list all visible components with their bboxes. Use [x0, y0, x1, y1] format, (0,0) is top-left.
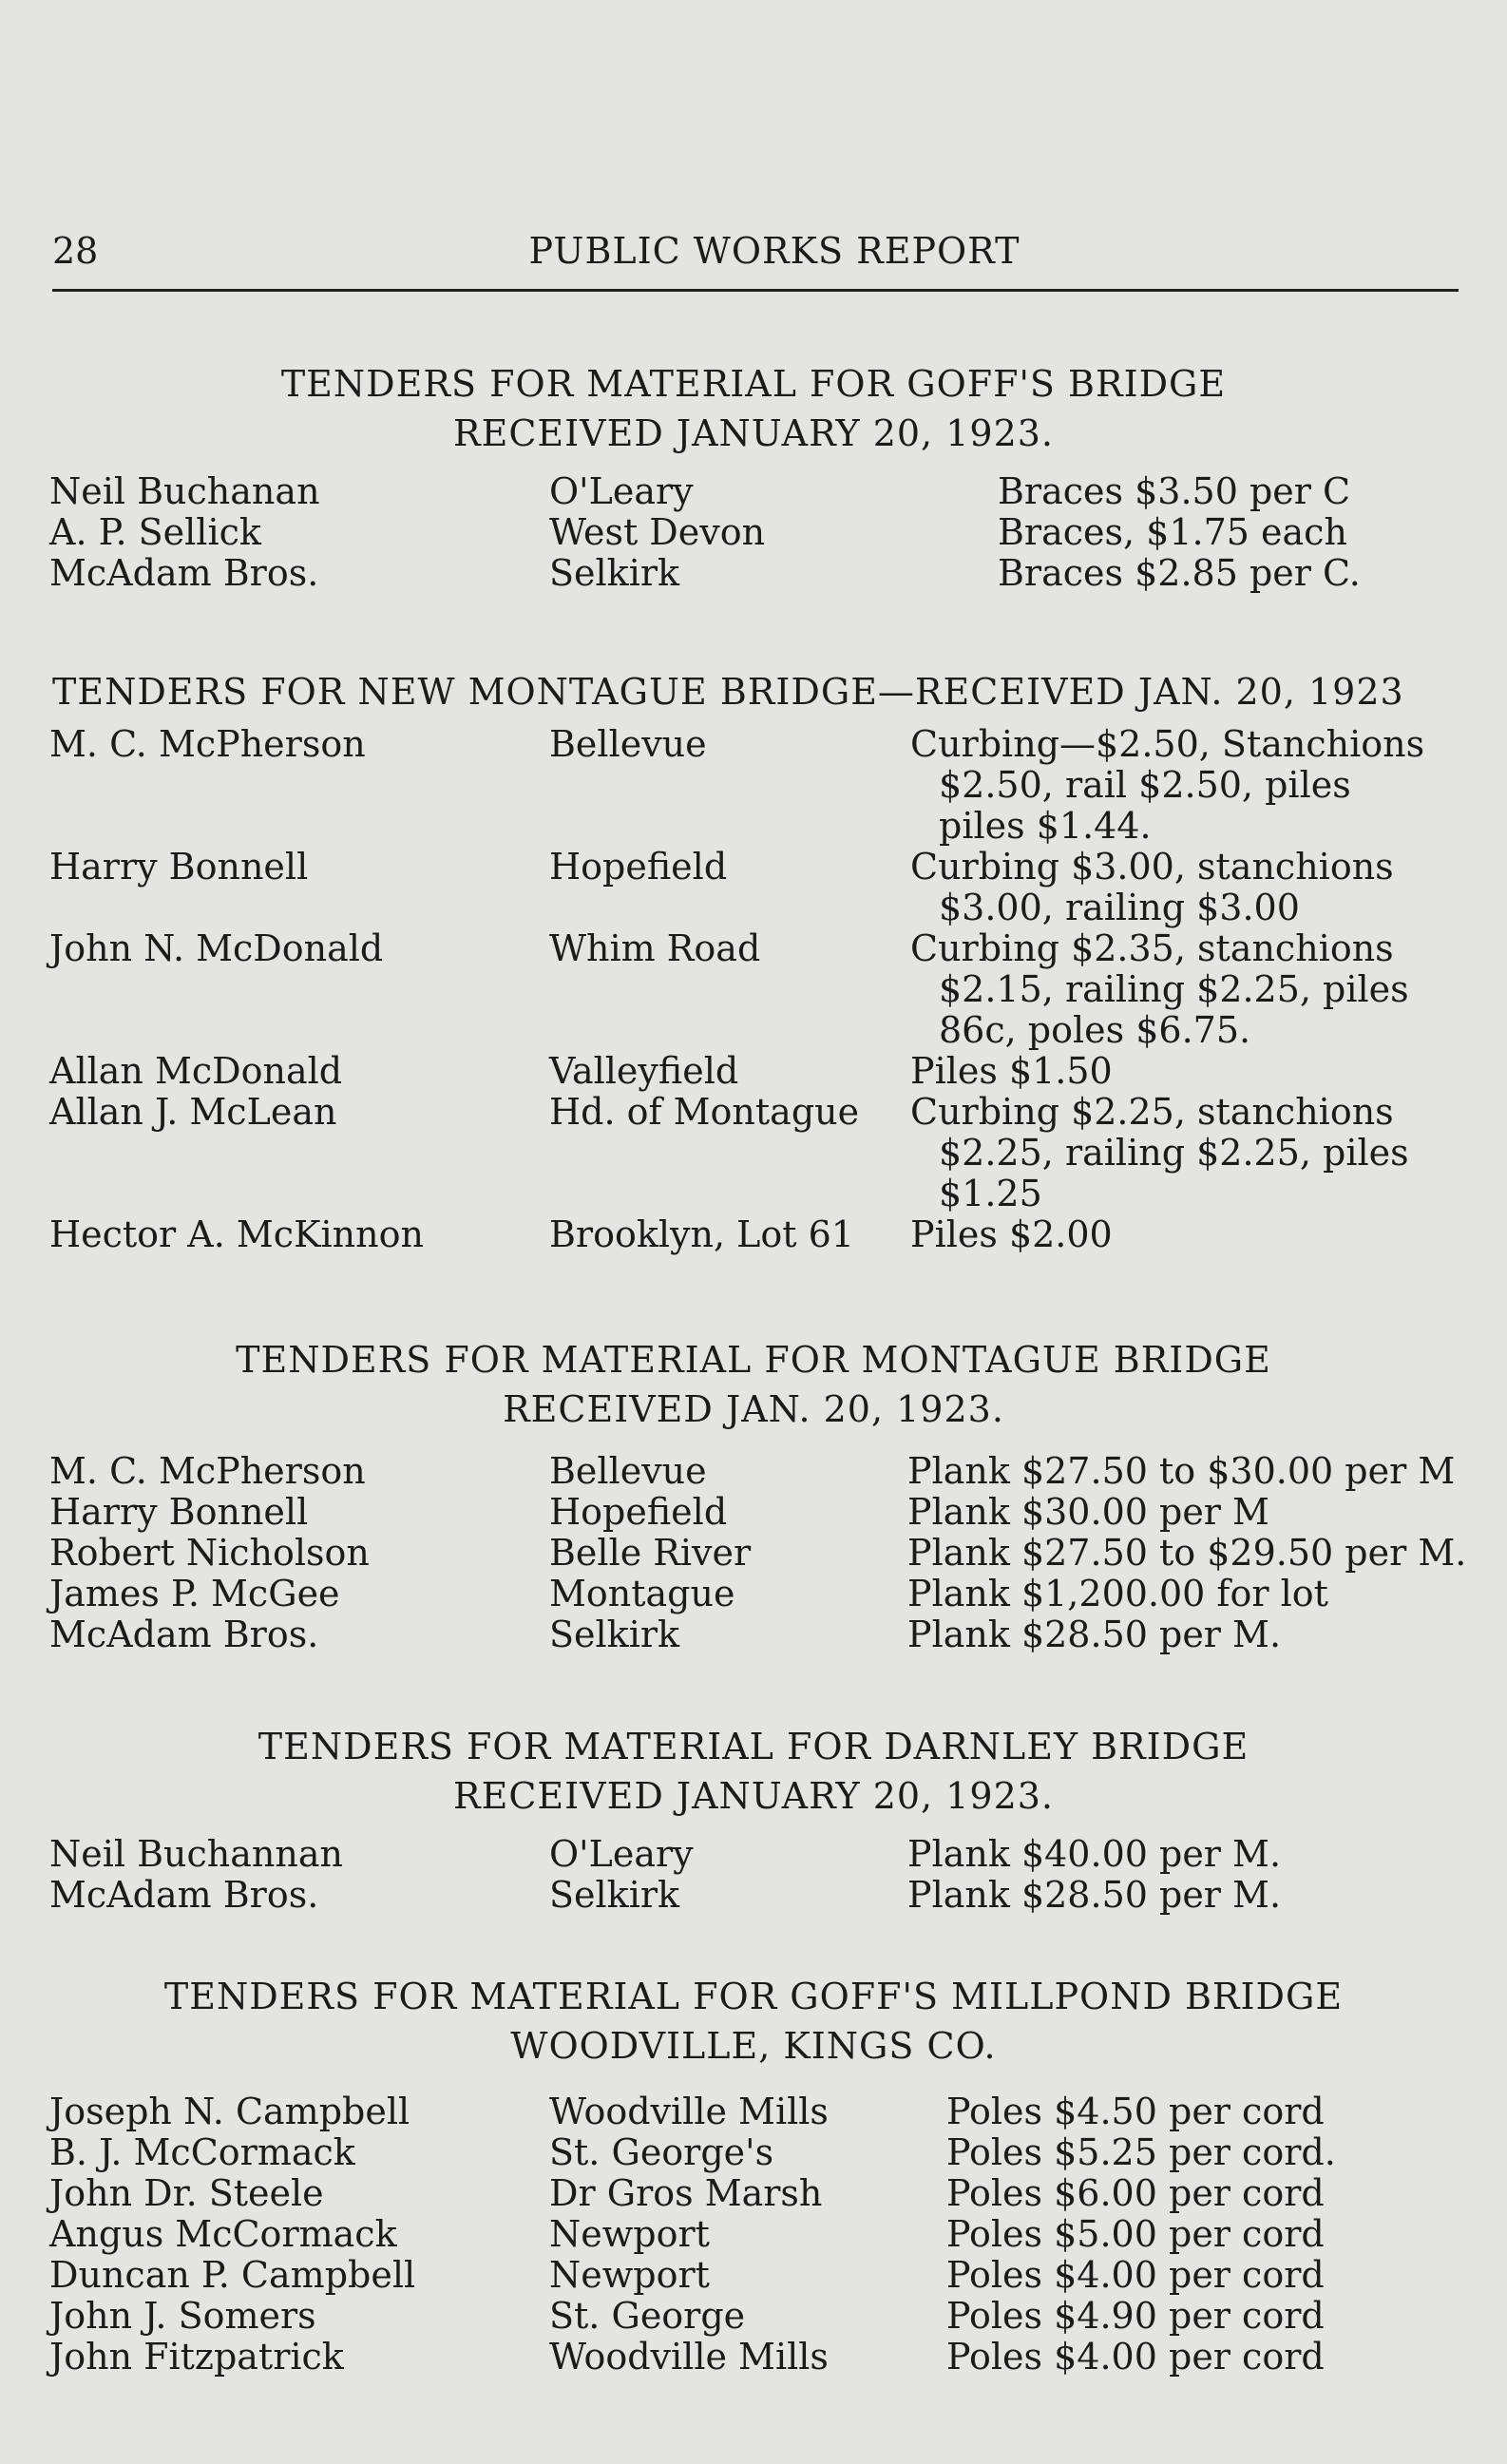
table-row [0, 2296, 1507, 2337]
tenderer-name: Allan J. McLean [49, 1091, 337, 1133]
section-heading: TENDERS FOR MATERIAL FOR MONTAGUE BRIDGE [236, 1339, 1271, 1381]
tender-price: Braces, $1.75 each [998, 511, 1347, 553]
tender-price: Piles $1.50 [910, 1050, 1113, 1092]
tender-price: Plank $27.50 to $29.50 per M. [907, 1532, 1467, 1574]
table-row [0, 928, 1507, 1051]
section-goffs-millpond-bridge [0, 1972, 1507, 2378]
tenderer-place: Hopefield [549, 846, 728, 888]
tenderer-name: Neil Buchanan [49, 470, 320, 512]
tender-price: Plank $28.50 per M. [907, 1614, 1282, 1655]
tender-price: Poles $6.00 per cord [946, 2172, 1325, 2214]
section-heading: TENDERS FOR MATERIAL FOR GOFF'S BRIDGE [280, 363, 1227, 405]
tenderer-name: McAdam Bros. [49, 1614, 319, 1655]
table-row [0, 2132, 1507, 2173]
tenderer-place: Woodville Mills [549, 2336, 829, 2378]
section-heading: TENDERS FOR MATERIAL FOR DARNLEY BRIDGE [258, 1726, 1249, 1767]
tender-price: Braces $2.85 per C. [998, 552, 1361, 594]
tender-price: Poles $5.25 per cord. [946, 2131, 1336, 2173]
tender-price: Plank $40.00 per M. [907, 1833, 1282, 1875]
tenderer-place: Newport [549, 2213, 710, 2255]
report-title: PUBLIC WORKS REPORT [528, 230, 1021, 272]
tenderer-name: M. C. McPherson [49, 1450, 366, 1492]
tenderer-place: Newport [549, 2254, 710, 2296]
tenderer-place: Woodville Mills [549, 2091, 829, 2132]
tenderer-place: Selkirk [549, 552, 680, 594]
table-row [0, 1092, 1507, 1214]
tenderer-place: Hd. of Montague [549, 1091, 860, 1133]
table-row [0, 1614, 1507, 1655]
running-head [52, 230, 1459, 292]
tender-price: Curbing $2.25, stanchions $2.25, railing $2.25, piles $1.25 [910, 1091, 1409, 1214]
section-darnley-bridge [0, 1722, 1507, 1916]
tender-price: Plank $30.00 per M [907, 1491, 1269, 1533]
tenderer-place: West Devon [549, 511, 766, 553]
section-subheading: WOODVILLE, KINGS CO. [510, 2025, 997, 2067]
tenderer-place: O'Leary [549, 470, 694, 512]
table-row [0, 2214, 1507, 2255]
table-row [0, 512, 1507, 553]
tender-price: Plank $1,200.00 for lot [907, 1573, 1328, 1614]
tenderer-place: St. George's [549, 2131, 774, 2173]
table-row [0, 1492, 1507, 1533]
section-subheading: RECEIVED JAN. 20, 1923. [503, 1388, 1004, 1430]
tender-price: Poles $4.50 per cord [946, 2091, 1325, 2132]
tenderer-name: Joseph N. Campbell [49, 2091, 410, 2132]
section-heading: TENDERS FOR NEW MONTAGUE BRIDGE—RECEIVED JAN. 20, 1923 [52, 671, 1404, 713]
tenderer-name: Allan McDonald [49, 1050, 343, 1092]
tenderer-name: John Fitzpatrick [49, 2336, 344, 2378]
tenderer-place: Brooklyn, Lot 61 [549, 1213, 854, 1255]
table-row [0, 2255, 1507, 2296]
table-row [0, 2173, 1507, 2214]
tender-price: Poles $4.90 per cord [946, 2295, 1325, 2337]
table-row [0, 724, 1507, 847]
section-new-montague-bridge [0, 667, 1507, 1255]
table-row [0, 1834, 1507, 1875]
tender-price: Poles $4.00 per cord [946, 2336, 1325, 2378]
tenderer-name: A. P. Sellick [49, 511, 261, 553]
section-heading: TENDERS FOR MATERIAL FOR GOFF'S MILLPOND BRIDGE [163, 1976, 1344, 2017]
tender-price: Curbing $3.00, stanchions $3.00, railing $3.00 [910, 846, 1394, 928]
tenderer-place: Selkirk [549, 1614, 680, 1655]
tenderer-name: John J. Somers [49, 2295, 316, 2337]
table-row [0, 471, 1507, 512]
page-number: 28 [52, 230, 99, 272]
tenderer-place: Selkirk [549, 1874, 680, 1916]
tender-price: Curbing—$2.50, Stanchions $2.50, rail $2.50, piles piles $1.44. [910, 723, 1425, 847]
table-row [0, 1533, 1507, 1574]
table-row [0, 1574, 1507, 1614]
tender-price: Plank $28.50 per M. [907, 1874, 1282, 1916]
table-row [0, 1451, 1507, 1492]
table-row [0, 847, 1507, 928]
tenderer-name: John Dr. Steele [49, 2172, 324, 2214]
table-row [0, 1214, 1507, 1255]
tenderer-place: O'Leary [549, 1833, 694, 1875]
tenderer-name: Harry Bonnell [49, 1491, 309, 1533]
tender-price: Piles $2.00 [910, 1213, 1113, 1255]
tenderer-place: Bellevue [549, 723, 707, 765]
tenderer-name: Hector A. McKinnon [49, 1213, 424, 1255]
section-goffs-bridge [0, 359, 1507, 594]
tenderer-name: James P. McGee [49, 1573, 340, 1614]
tenderer-place: Montague [549, 1573, 735, 1614]
tenderer-place: Belle River [549, 1532, 752, 1574]
tenderer-place: Dr Gros Marsh [549, 2172, 823, 2214]
tenderer-name: McAdam Bros. [49, 1874, 319, 1916]
tenderer-name: John N. McDonald [49, 927, 384, 969]
tenderer-place: Bellevue [549, 1450, 707, 1492]
tenderer-name: Neil Buchannan [49, 1833, 344, 1875]
tender-price: Curbing $2.35, stanchions $2.15, railing $2.25, piles 86c, poles $6.75. [910, 927, 1409, 1051]
table-row [0, 2337, 1507, 2378]
tender-price: Braces $3.50 per C [998, 470, 1351, 512]
tenderer-place: Hopefield [549, 1491, 728, 1533]
tenderer-name: Robert Nicholson [49, 1532, 370, 1574]
table-row [0, 553, 1507, 594]
tender-price: Plank $27.50 to $30.00 per M [907, 1450, 1456, 1492]
tender-price: Poles $5.00 per cord [946, 2213, 1325, 2255]
tenderer-name: McAdam Bros. [49, 552, 319, 594]
section-subheading: RECEIVED JANUARY 20, 1923. [452, 1775, 1055, 1817]
tenderer-place: Whim Road [549, 927, 761, 969]
table-row [0, 2092, 1507, 2132]
tenderer-name: B. J. McCormack [49, 2131, 355, 2173]
tender-price: Poles $4.00 per cord [946, 2254, 1325, 2296]
table-row [0, 1051, 1507, 1092]
tenderer-name: Harry Bonnell [49, 846, 309, 888]
section-montague-bridge-material [0, 1335, 1507, 1655]
section-subheading: RECEIVED JANUARY 20, 1923. [452, 412, 1055, 454]
tenderer-place: Valleyfield [549, 1050, 739, 1092]
tenderer-name: M. C. McPherson [49, 723, 366, 765]
table-row [0, 1875, 1507, 1916]
tenderer-place: St. George [549, 2295, 746, 2337]
tenderer-name: Duncan P. Campbell [49, 2254, 416, 2296]
tenderer-name: Angus McCormack [49, 2213, 397, 2255]
